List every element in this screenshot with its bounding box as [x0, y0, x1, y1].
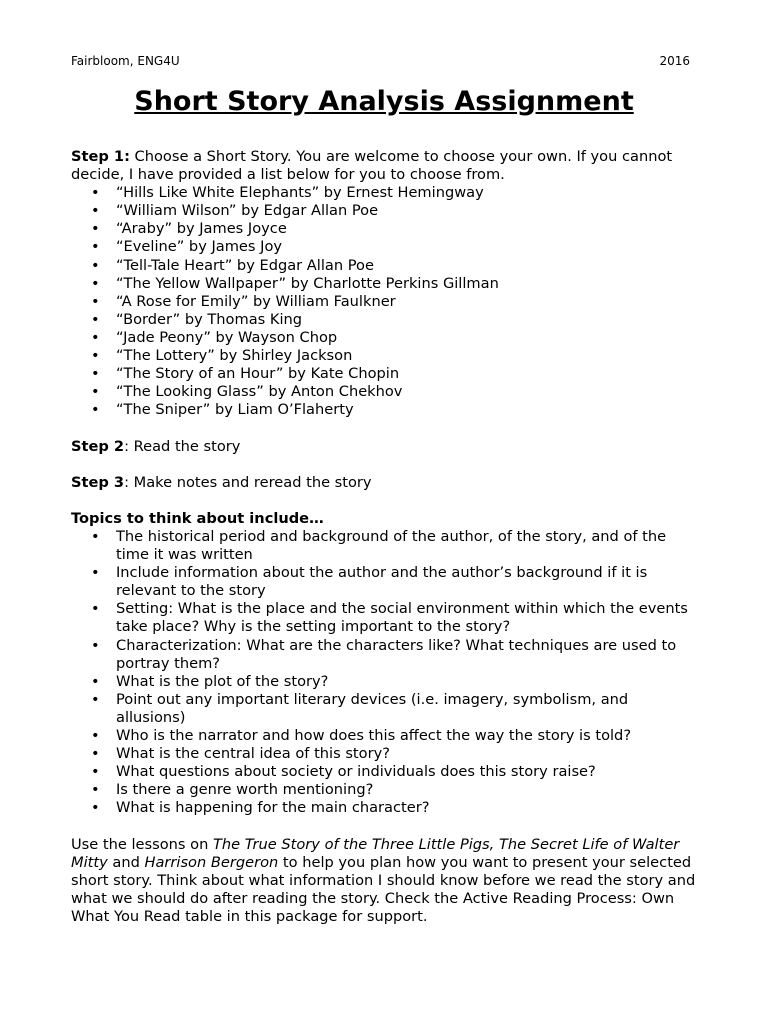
step1-text: Choose a Short Story. You are welcome to choose your own. If you cannot decide, I have provided a list below for you to choose from.	[71, 148, 673, 184]
topic-list-item: • What is the central idea of this story?	[71, 745, 701, 763]
story-list-item: • “A Rose for Emily” by William Faulkner	[71, 293, 701, 311]
story-list-item: • “The Yellow Wallpaper” by Charlotte Perkins Gillman	[71, 275, 701, 293]
story-list-item: • “Araby” by James Joyce	[71, 220, 701, 238]
header-year: 2016	[659, 54, 690, 68]
topic-list	[71, 528, 701, 818]
step3-label: Step 3	[71, 473, 125, 491]
story-list-item: • “Eveline” by James Joy	[71, 238, 701, 256]
story-list	[71, 184, 701, 419]
step3-paragraph	[71, 474, 701, 492]
topic-list-item: • What is happening for the main character?	[71, 799, 701, 817]
topic-list-item: • Include information about the author and the author’s background if it is relevant to the story	[71, 564, 701, 600]
step2-paragraph	[71, 438, 701, 456]
step2-text: : Read the story	[124, 437, 241, 455]
story-list-item: • “Tell-Tale Heart” by Edgar Allan Poe	[71, 257, 701, 275]
topic-list-item: • Point out any important literary devices (i.e. imagery, symbolism, and allusions)	[71, 691, 701, 727]
story-list-item: • “Border” by Thomas King	[71, 311, 701, 329]
story-list-item: • “The Lottery” by Shirley Jackson	[71, 347, 701, 365]
closing-paragraph: Use the lessons on The True Story of the Three Little Pigs, The Secret Life of Walter Mitty and Harrison Bergeron to help you plan how you want to present your selected short story. Think about what information I should know before we read the story and what we should do after reading the story. Check the Active Reading Process: Own What You Read table in this package for support.	[71, 835, 696, 925]
step1-paragraph	[71, 148, 701, 184]
story-list-item: • “William Wilson” by Edgar Allan Poe	[71, 202, 701, 220]
story-list-item: • “Jade Peony” by Wayson Chop	[71, 329, 701, 347]
page-header	[71, 54, 690, 68]
topic-list-item: • What questions about society or individuals does this story raise?	[71, 763, 701, 781]
topic-list-item: • What is the plot of the story?	[71, 673, 701, 691]
step1-label: Step 1:	[71, 148, 130, 165]
topics-heading: Topics to think about include…	[71, 509, 324, 527]
topic-list-item: • Who is the narrator and how does this affect the way the story is told?	[71, 727, 701, 745]
topic-list-item: • Setting: What is the place and the social environment within which the events take place? Why is the setting important to the story?	[71, 600, 701, 636]
step2-label: Step 2	[71, 437, 125, 455]
step3-text: : Make notes and reread the story	[124, 473, 372, 491]
header-course: Fairbloom, ENG4U	[71, 54, 180, 68]
page-title: Short Story Analysis Assignment	[134, 86, 634, 117]
lesson-titles: The True Story of the Three Little Pigs, The Secret Life of Walter Mitty	[71, 835, 680, 871]
story-list-item: • “The Story of an Hour” by Kate Chopin	[71, 365, 701, 383]
lesson-title-harrison: Harrison Bergeron	[144, 853, 279, 871]
story-list-item: • “The Looking Glass” by Anton Chekhov	[71, 383, 701, 401]
topic-list-item: • Characterization: What are the characters like? What techniques are used to portray them?	[71, 637, 701, 673]
story-list-item: • “Hills Like White Elephants” by Ernest Hemingway	[71, 184, 701, 202]
topic-list-item: • The historical period and background of the author, of the story, and of the time it was written	[71, 528, 701, 564]
story-list-item: • “The Sniper” by Liam O’Flaherty	[71, 401, 701, 419]
topic-list-item: • Is there a genre worth mentioning?	[71, 781, 701, 799]
document-body	[71, 148, 701, 926]
